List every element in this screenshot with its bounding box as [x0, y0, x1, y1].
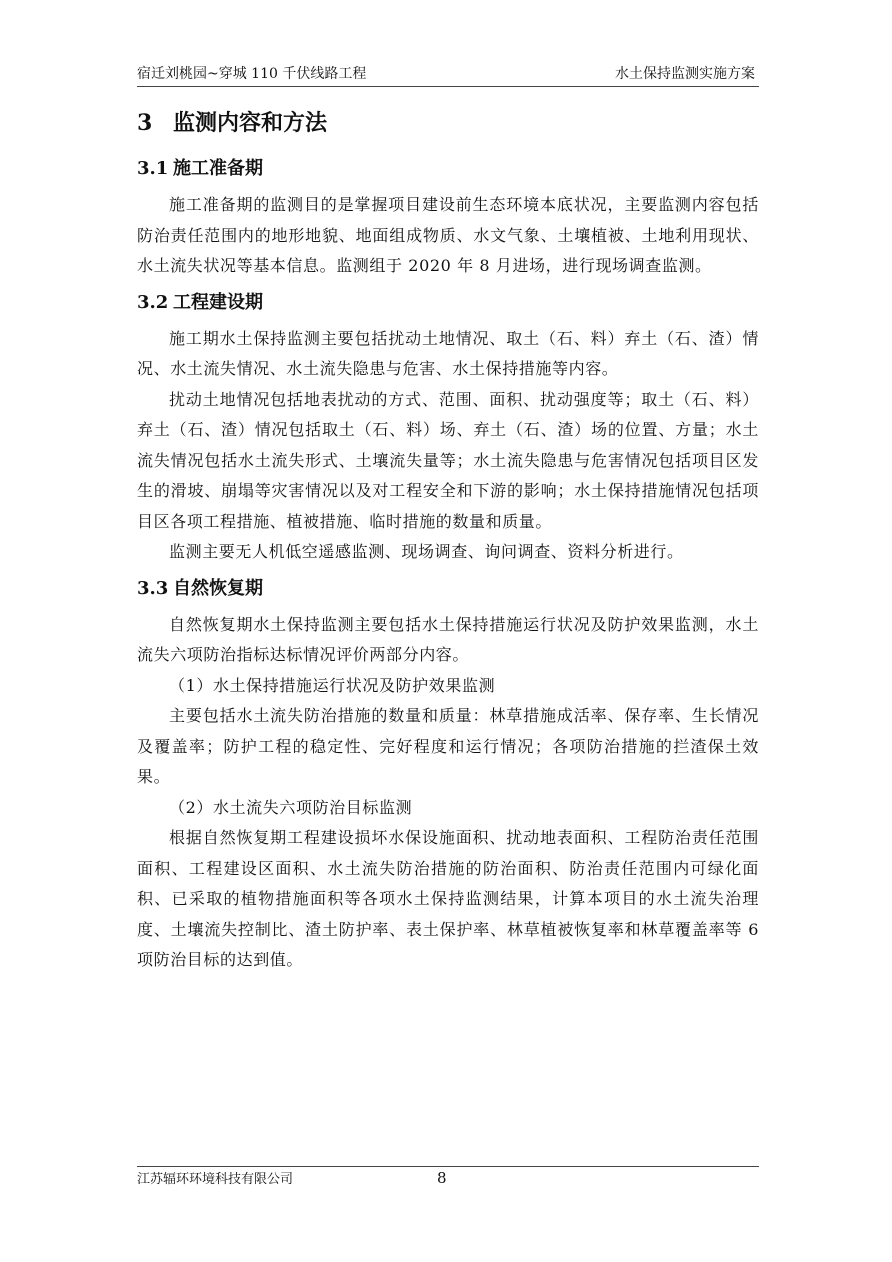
chapter-heading [137, 106, 759, 140]
paragraph: 扰动土地情况包括地表扰动的方式、范围、面积、扰动强度等；取土（石、料）弃土（石、渣）情况包括取土（石、料）场、弃土（石、渣）场的位置、方量；水土流失情况包括水土流失形式、土壤流失量等；水土流失隐患与危害情况包括项目区发生的滑坡、崩塌等灾害情况以及对工程安全和下游的影响；水土保持措施情况包括项目区各项工程措施、植被措施、临时措施的数量和质量。 [137, 389, 759, 531]
paragraph: 监测主要无人机低空遥感监测、现场调查、询问调查、资料分析进行。 [169, 542, 684, 561]
section-title: 工程建设期 [173, 291, 263, 313]
header-document-title: 水土保持监测实施方案 [615, 66, 755, 82]
paragraph: 施工期水土保持监测主要包括扰动土地情况、取土（石、料）弃土（石、渣）情况、水土流失情况、水土流失隐患与危害、水土保持措施等内容。 [137, 328, 759, 378]
chapter-title: 监测内容和方法 [173, 110, 328, 136]
chapter-number: 3 [137, 110, 153, 136]
subsection-title: （1）水土保持措施运行状况及防护效果监测 [169, 675, 496, 695]
paragraph: 自然恢复期水土保持监测主要包括水土保持措施运行状况及防护效果监测，水土流失六项防治指标达标情况评价两部分内容。 [137, 614, 759, 664]
subsection-title: （2）水土流失六项防治目标监测 [169, 797, 413, 817]
section-title: 施工准备期 [173, 158, 263, 179]
section-heading-3-3 [137, 574, 759, 604]
section-number: 3.3 [137, 577, 169, 599]
section-title: 自然恢复期 [173, 577, 263, 599]
page-footer [137, 1166, 759, 1189]
section-number: 3.2 [137, 291, 169, 313]
page-number: 8 [437, 1169, 447, 1187]
paragraph: 施工准备期的监测目的是掌握项目建设前生态环境本底状况，主要监测内容包括防治责任范围内的地形地貌、地面组成物质、水文气象、土壤植被、土地利用现状、水土流失状况等基本信息。监测组于 2020 年 8 月进场，进行现场调查监测。 [137, 195, 759, 275]
section-heading-3-1 [137, 154, 759, 184]
page-header [137, 64, 759, 87]
section-number: 3.1 [137, 158, 169, 179]
header-project-title: 宿迁刘桃园~穿城 110 千伏线路工程 [137, 66, 367, 82]
paragraph: 根据自然恢复期工程建设损坏水保设施面积、扰动地表面积、工程防治责任范围面积、工程建设区面积、水土流失防治措施的防治面积、防治责任范围内可绿化面积、已采取的植物措施面积等各项水土保持监测结果，计算本项目的水土流失治理度、土壤流失控制比、渣土防护率、表土保护率、林草植被恢复率和林草覆盖率等 6 项防治目标的达到值。 [137, 828, 759, 969]
page-content [137, 106, 759, 976]
section-heading-3-2 [137, 288, 759, 318]
footer-company: 江苏辐环环境科技有限公司 [137, 1172, 294, 1187]
paragraph: 主要包括水土流失防治措施的数量和质量：林草措施成活率、保存率、生长情况及覆盖率；防护工程的稳定性、完好程度和运行情况；各项防治措施的拦渣保土效果。 [137, 706, 759, 786]
